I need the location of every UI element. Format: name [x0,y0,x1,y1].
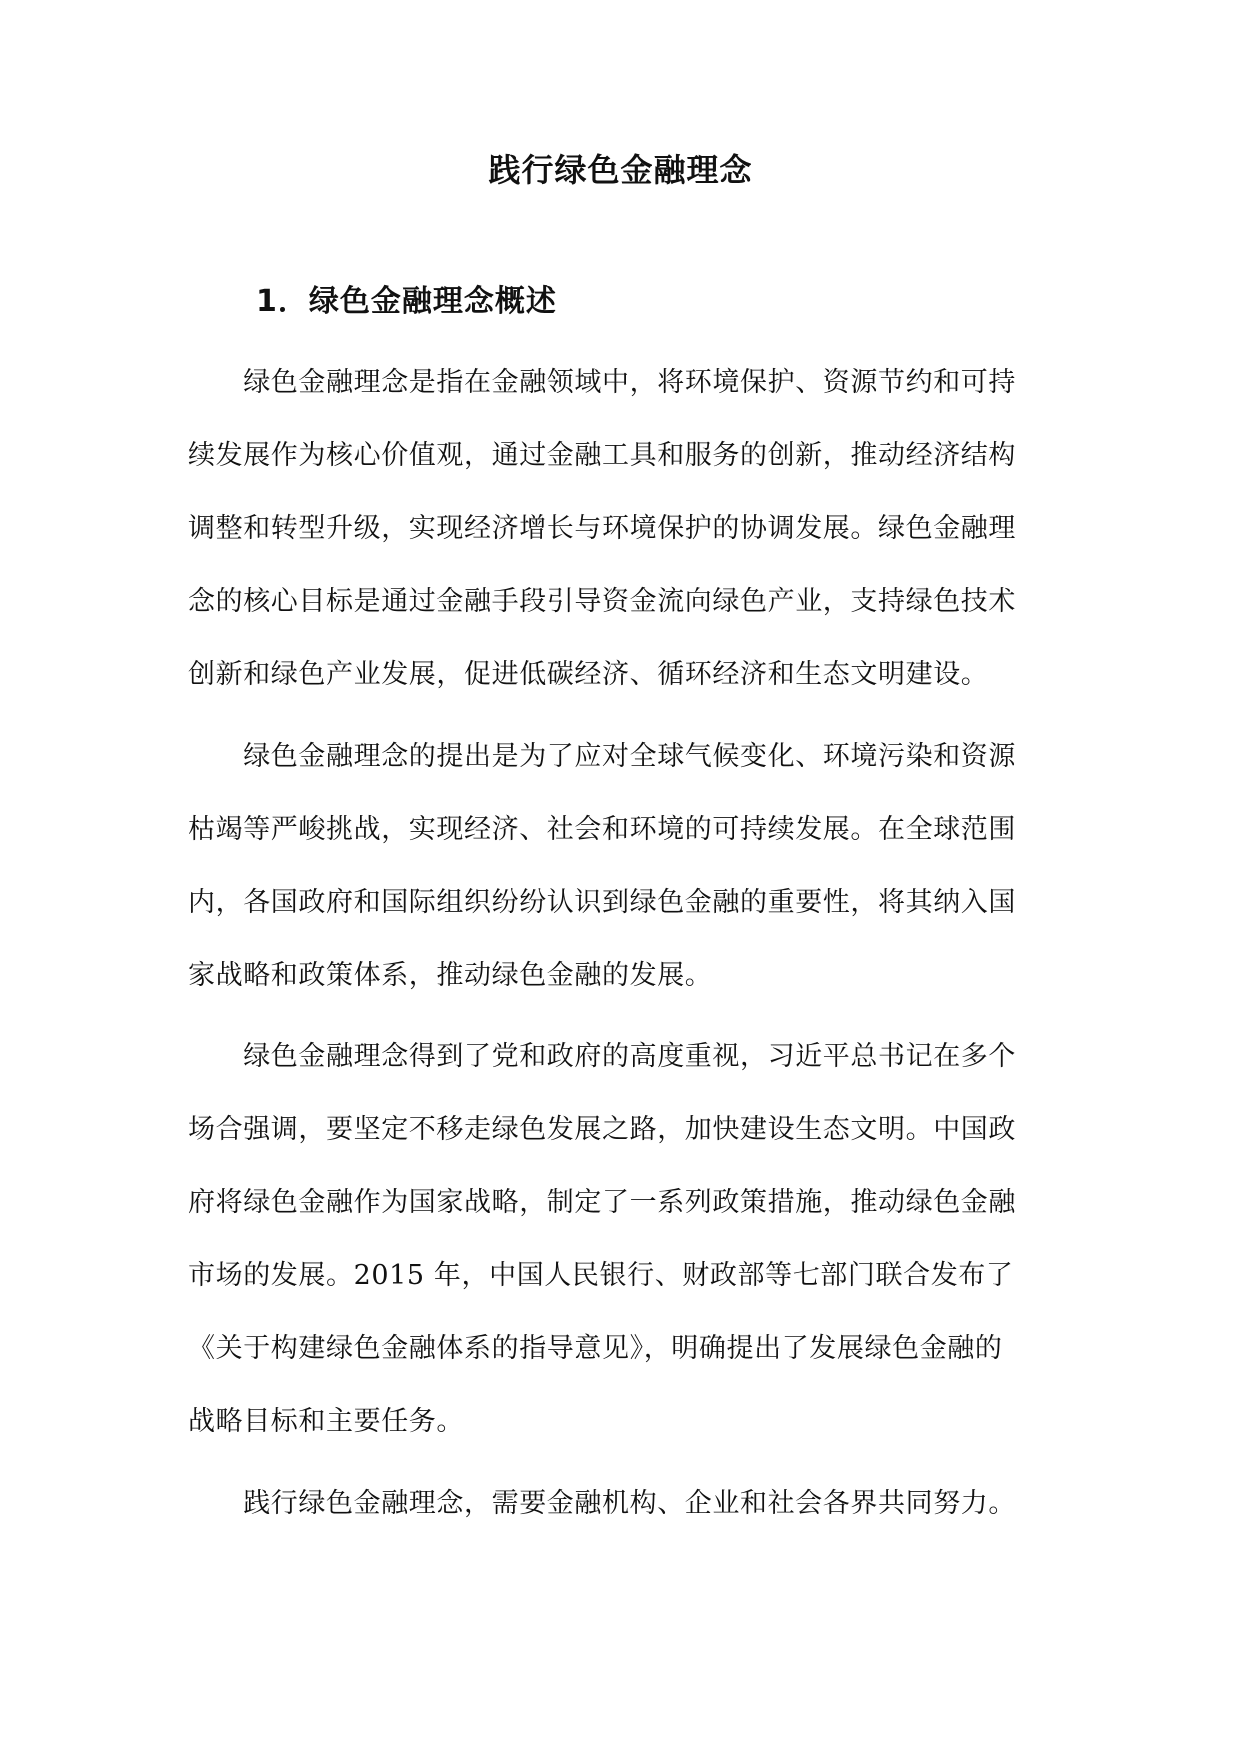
paragraph-line: 创新和绿色产业发展，促进低碳经济、循环经济和生态文明建设。 [188,659,989,690]
section-heading: 1．绿色金融理念概述 [256,284,557,319]
paragraph-line: 枯竭等严峻挑战，实现经济、社会和环境的可持续发展。在全球范围 [188,814,1016,845]
paragraph-line: 绿色金融理念的提出是为了应对全球气候变化、环境污染和资源 [188,741,1016,772]
paragraph-line: 践行绿色金融理念，需要金融机构、企业和社会各界共同努力。 [188,1488,1016,1519]
paragraph-line: 家战略和政策体系，推动绿色金融的发展。 [188,960,713,991]
paragraph-line: 《关于构建绿色金融体系的指导意见》，明确提出了发展绿色金融的 [188,1333,1003,1364]
paragraph-line: 绿色金融理念是指在金融领域中，将环境保护、资源节约和可持 [188,367,1016,398]
paragraph-line: 绿色金融理念得到了党和政府的高度重视，习近平总书记在多个 [188,1041,1016,1072]
paragraph-line: 调整和转型升级，实现经济增长与环境保护的协调发展。绿色金融理 [188,513,1016,544]
paragraph-line: 场合强调，要坚定不移走绿色发展之路，加快建设生态文明。中国政 [188,1114,1016,1145]
paragraph-line: 市场的发展。2015 年，中国人民银行、财政部等七部门联合发布了 [188,1260,1014,1291]
paragraph-line: 战略目标和主要任务。 [188,1406,464,1437]
paragraph-line: 内，各国政府和国际组织纷纷认识到绿色金融的重要性，将其纳入国 [188,887,1016,918]
paragraph-line: 念的核心目标是通过金融手段引导资金流向绿色产业，支持绿色技术 [188,586,1016,617]
paragraph-line: 府将绿色金融作为国家战略，制定了一系列政策措施，推动绿色金融 [188,1187,1016,1218]
page-title: 践行绿色金融理念 [488,151,753,189]
paragraph-line: 续发展作为核心价值观，通过金融工具和服务的创新，推动经济结构 [188,440,1016,471]
